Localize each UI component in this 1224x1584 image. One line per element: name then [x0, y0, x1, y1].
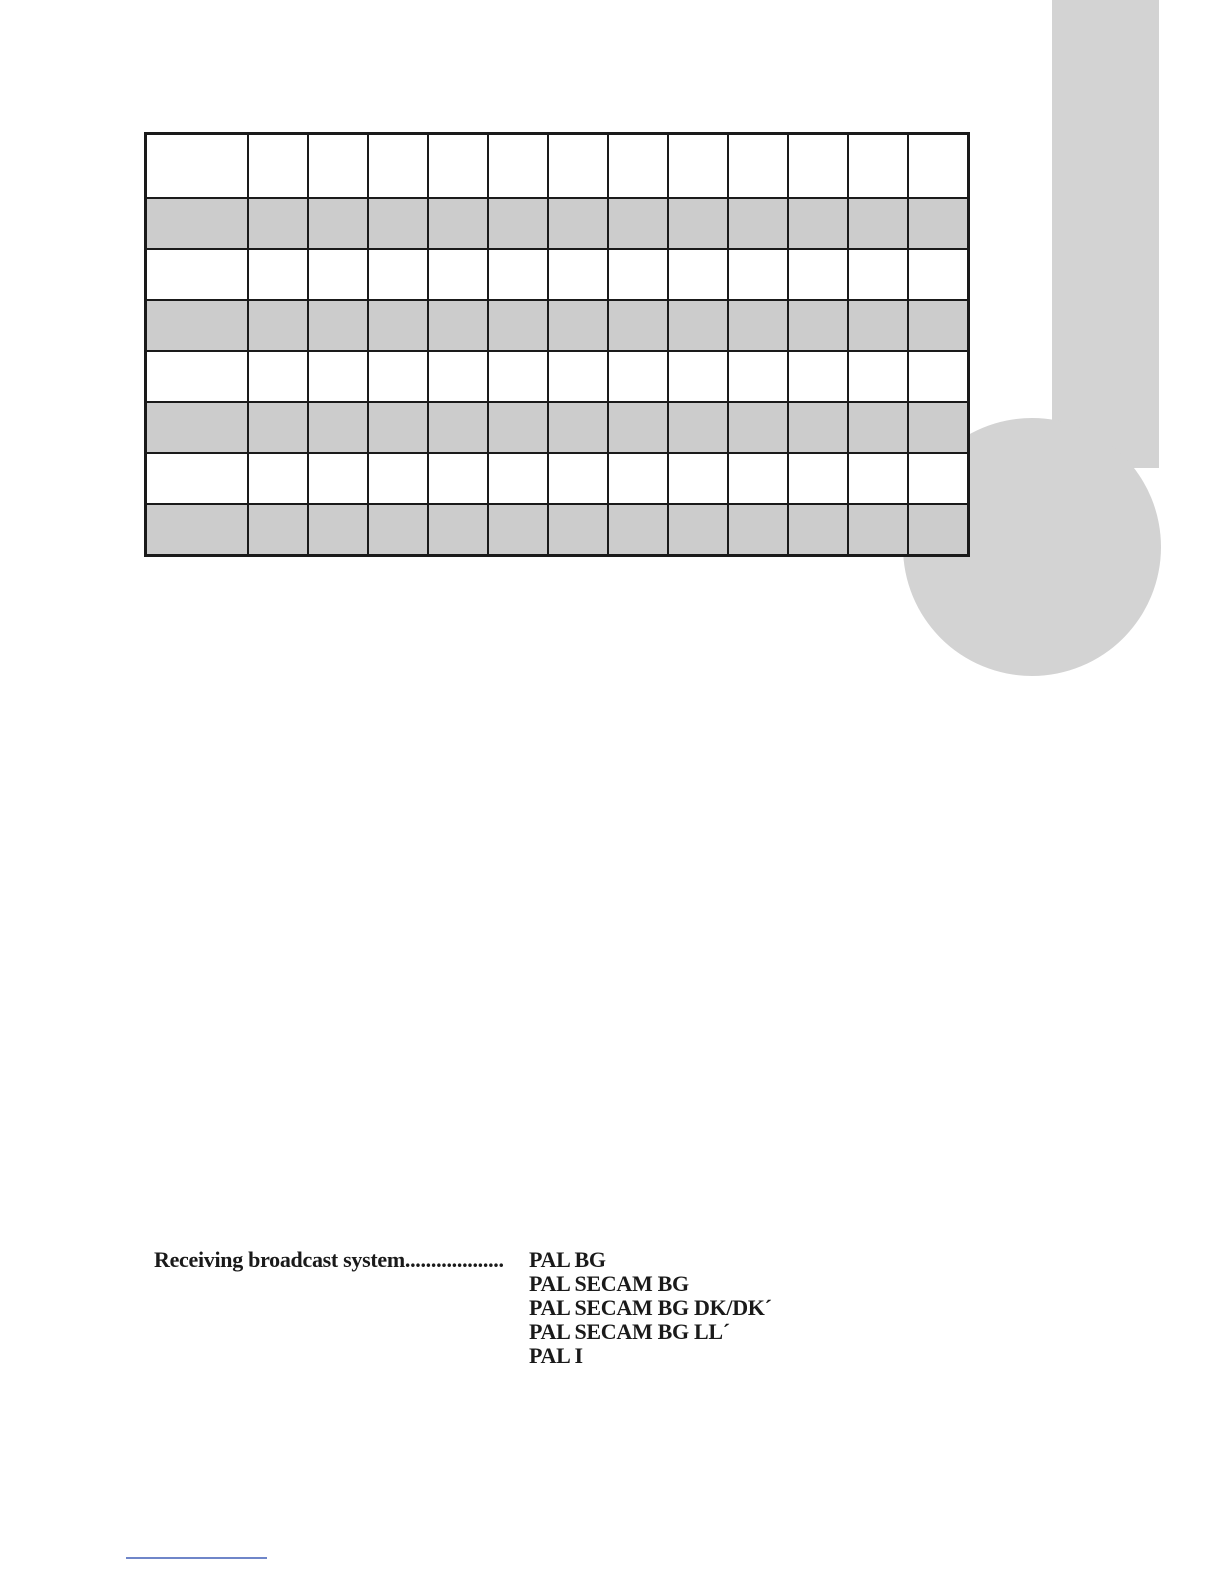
table-cell — [488, 198, 548, 249]
spec-value: PAL SECAM BG — [529, 1271, 689, 1296]
table-cell — [608, 134, 668, 199]
table-row — [146, 249, 969, 300]
table-cell — [668, 453, 728, 504]
table-cell — [788, 249, 848, 300]
table-cell — [368, 249, 428, 300]
spec-value: PAL SECAM BG LL´ — [529, 1319, 730, 1344]
table-cell — [728, 198, 788, 249]
table-cell — [548, 198, 608, 249]
table-cell — [428, 134, 488, 199]
table-cell — [728, 402, 788, 453]
table-cell — [248, 351, 308, 402]
table-cell — [788, 134, 848, 199]
table-cell — [428, 504, 488, 556]
table-cell — [548, 300, 608, 351]
table-cell — [308, 351, 368, 402]
table-cell — [668, 504, 728, 556]
spec-value: PAL BG — [529, 1247, 606, 1272]
table-cell — [248, 504, 308, 556]
table-cell — [488, 402, 548, 453]
spec-label: Receiving broadcast system................... — [154, 1247, 504, 1272]
table-cell — [728, 249, 788, 300]
table-cell — [146, 453, 249, 504]
table-cell — [368, 351, 428, 402]
table-cell — [848, 402, 908, 453]
table-cell — [308, 198, 368, 249]
table-cell — [608, 453, 668, 504]
side-tab-decoration — [1052, 0, 1159, 468]
table-cell — [608, 249, 668, 300]
table-cell — [488, 134, 548, 199]
table-row — [146, 504, 969, 556]
table-cell — [368, 504, 428, 556]
table-cell — [908, 134, 969, 199]
table-cell — [848, 351, 908, 402]
table-cell — [788, 300, 848, 351]
table-cell — [788, 504, 848, 556]
table-row — [146, 300, 969, 351]
table-cell — [146, 351, 249, 402]
table-cell — [668, 198, 728, 249]
table-cell — [848, 249, 908, 300]
table-cell — [668, 249, 728, 300]
table-cell — [146, 402, 249, 453]
table-cell — [788, 453, 848, 504]
table-cell — [428, 402, 488, 453]
table-cell — [848, 504, 908, 556]
table-cell — [728, 300, 788, 351]
table-cell — [788, 351, 848, 402]
table-cell — [668, 300, 728, 351]
table-cell — [308, 300, 368, 351]
empty-grid-table — [144, 132, 970, 557]
table-cell — [308, 249, 368, 300]
table-row — [146, 351, 969, 402]
table-cell — [368, 300, 428, 351]
table-cell — [428, 300, 488, 351]
table-cell — [908, 453, 969, 504]
table-cell — [308, 402, 368, 453]
table-cell — [608, 504, 668, 556]
table-row — [146, 198, 969, 249]
table-cell — [308, 134, 368, 199]
table-row — [146, 134, 969, 199]
table-cell — [428, 198, 488, 249]
table-cell — [848, 198, 908, 249]
spec-value: PAL SECAM BG DK/DK´ — [529, 1295, 772, 1320]
table-cell — [728, 453, 788, 504]
table-cell — [548, 134, 608, 199]
table-cell — [608, 198, 668, 249]
table-cell — [548, 453, 608, 504]
table-cell — [248, 134, 308, 199]
table-cell — [668, 402, 728, 453]
table-row — [146, 402, 969, 453]
table-cell — [428, 351, 488, 402]
table-cell — [728, 351, 788, 402]
table-cell — [608, 402, 668, 453]
table-cell — [248, 402, 308, 453]
table-cell — [728, 504, 788, 556]
table-cell — [908, 504, 969, 556]
spec-values — [529, 1248, 772, 1368]
spec-value: PAL I — [529, 1343, 583, 1368]
table-cell — [548, 402, 608, 453]
table-cell — [608, 300, 668, 351]
table-cell — [728, 134, 788, 199]
grid-body — [146, 134, 969, 556]
table-cell — [428, 249, 488, 300]
table-cell — [908, 300, 969, 351]
table-cell — [308, 504, 368, 556]
table-cell — [848, 300, 908, 351]
table-cell — [488, 351, 548, 402]
table-row — [146, 453, 969, 504]
table-cell — [488, 453, 548, 504]
table-cell — [668, 351, 728, 402]
table-cell — [788, 402, 848, 453]
table-cell — [146, 249, 249, 300]
table-cell — [248, 249, 308, 300]
table-cell — [908, 198, 969, 249]
table-cell — [908, 249, 969, 300]
table-cell — [146, 198, 249, 249]
table-cell — [146, 134, 249, 199]
table-cell — [146, 504, 249, 556]
table-cell — [488, 249, 548, 300]
table-cell — [146, 300, 249, 351]
table-cell — [608, 351, 668, 402]
table-cell — [428, 453, 488, 504]
table-cell — [548, 504, 608, 556]
table-cell — [368, 134, 428, 199]
table-cell — [368, 198, 428, 249]
table-cell — [548, 351, 608, 402]
table-cell — [308, 453, 368, 504]
table-cell — [368, 453, 428, 504]
table-cell — [848, 453, 908, 504]
table-cell — [668, 134, 728, 199]
table-cell — [908, 351, 969, 402]
table-cell — [488, 300, 548, 351]
table-cell — [248, 198, 308, 249]
table-cell — [488, 504, 548, 556]
table-cell — [788, 198, 848, 249]
footer-rule — [126, 1557, 267, 1559]
table-cell — [248, 453, 308, 504]
table-cell — [368, 402, 428, 453]
table-cell — [908, 402, 969, 453]
table-cell — [848, 134, 908, 199]
table-cell — [548, 249, 608, 300]
table-cell — [248, 300, 308, 351]
